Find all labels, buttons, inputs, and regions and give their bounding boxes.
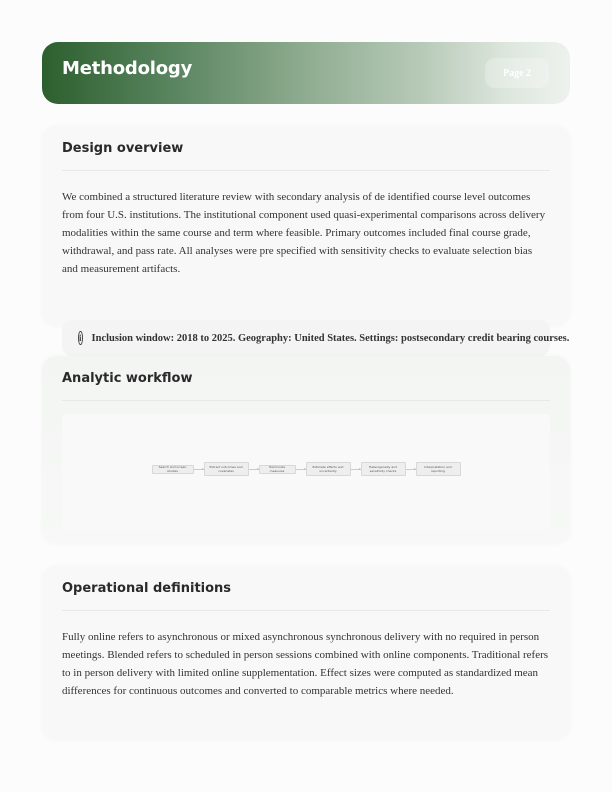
section-divider — [62, 400, 550, 401]
arrow-right-icon — [296, 469, 306, 470]
design-overview-section — [42, 126, 570, 326]
operational-definitions-section — [42, 566, 570, 740]
page-header-banner — [42, 42, 570, 104]
page-number-badge: Page 2 — [485, 58, 549, 88]
arrow-right-icon — [194, 469, 204, 470]
page-title: Methodology — [62, 58, 193, 79]
workflow-step: Extract outcomes and covariates — [204, 462, 249, 476]
workflow-step: Search and screen studies — [152, 465, 194, 474]
workflow-flow — [62, 462, 550, 476]
section-title: Design overview — [62, 141, 184, 156]
section-body: We combined a structured literature review with secondary analysis of de identified course level outcomes from four U.S. institutions. The institutional component used quasi-experimental comparisons across delivery modalities within the same course and term where feasible. Primary outcomes included final course grade, withdrawal, and pass rate. All analyses were pre specified with sensitivity checks to evaluate selection bias and measurement artifacts. — [62, 191, 546, 275]
section-body: Fully online refers to asynchronous or mixed asynchronous synchronous delivery with no required in person meetings. Blended refers to scheduled in person sessions combined with online components. Traditional refers to in person delivery with limited online supplementation. Effect sizes were computed as standardized mean differences for continuous outcomes and converted to comparable metrics where needed. — [62, 631, 549, 697]
info-icon: i — [79, 333, 82, 343]
inclusion-callout — [62, 320, 570, 356]
workflow-diagram — [62, 414, 550, 530]
workflow-step: Heterogeneity and sensitivity checks — [361, 462, 406, 476]
analytic-workflow-section — [42, 356, 570, 544]
section-title: Operational definitions — [62, 581, 232, 596]
workflow-step: Interpretation and reporting — [416, 462, 461, 476]
section-divider — [62, 610, 550, 611]
arrow-right-icon — [249, 469, 259, 470]
workflow-step: Estimate effects and uncertainty — [306, 462, 351, 476]
arrow-right-icon — [406, 469, 416, 470]
section-title: Analytic workflow — [62, 371, 193, 386]
section-divider — [62, 170, 550, 171]
callout-text: Inclusion window: 2018 to 2025. Geography: United States. Settings: postsecondary credit bearing courses. — [91, 332, 570, 344]
arrow-right-icon — [351, 469, 361, 470]
workflow-step: Harmonize measures — [259, 465, 296, 474]
